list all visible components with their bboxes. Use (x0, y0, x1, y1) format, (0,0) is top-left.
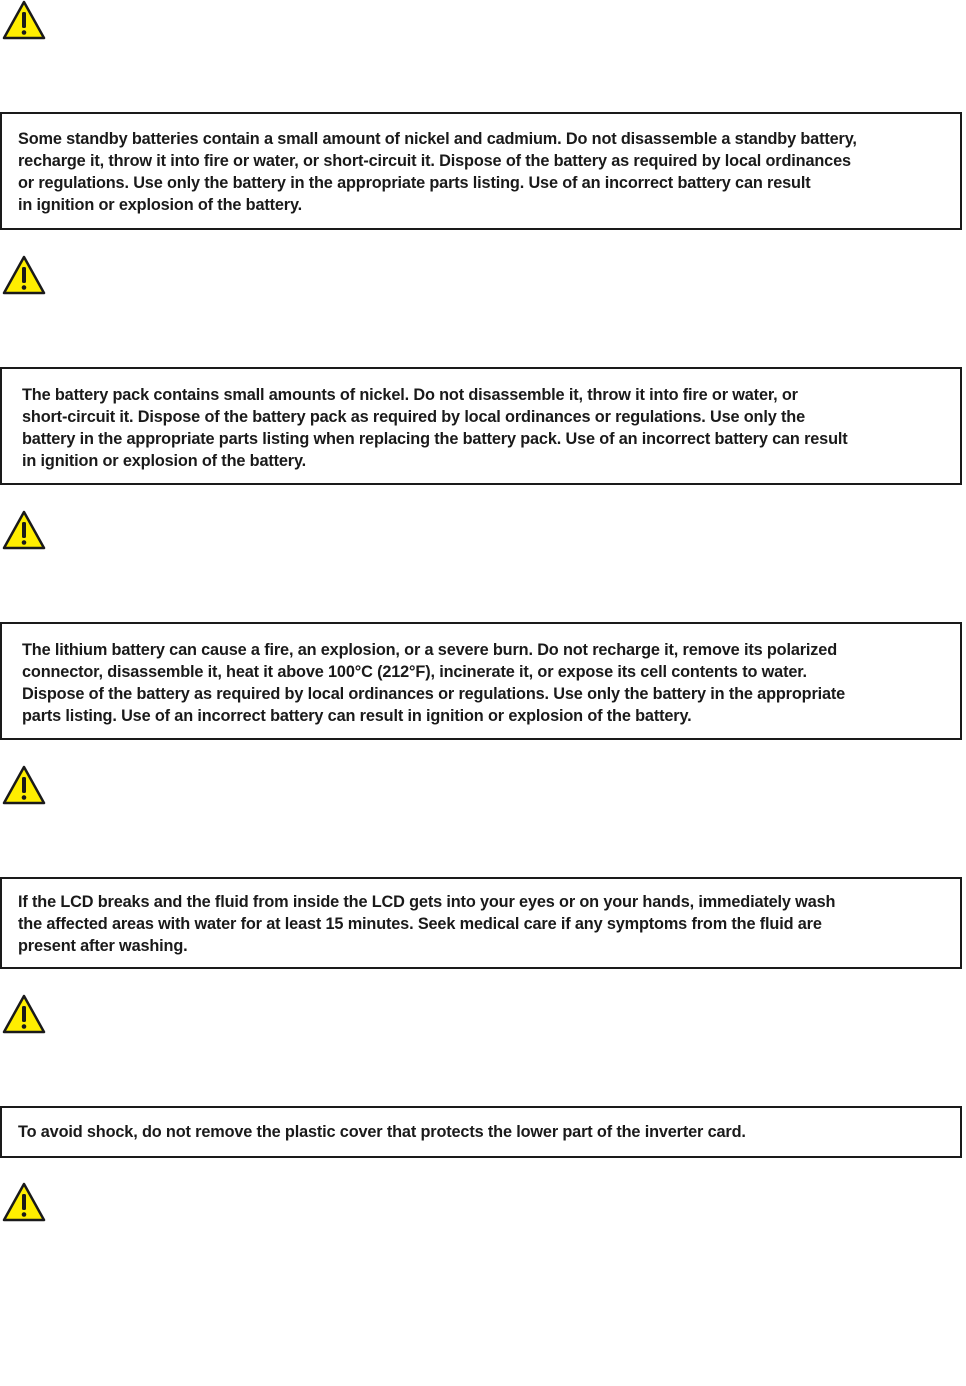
warning-triangle-icon (2, 994, 46, 1034)
notice-line: the affected areas with water for at least 15 minutes. Seek medical care if any symptoms from the fluid are (18, 915, 822, 933)
notice-line: parts listing. Use of an incorrect battery can result in ignition or explosion of the battery. (22, 707, 692, 725)
notice-line: connector, disassemble it, heat it above 100°C (212°F), incinerate it, or expose its cell contents to water. (22, 663, 807, 681)
caution-notice-lithium-battery (0, 622, 962, 740)
caution-notice-standby-battery (0, 112, 962, 230)
notice-line: The lithium battery can cause a fire, an explosion, or a severe burn. Do not recharge it, remove its polarized (22, 641, 837, 659)
warning-triangle-icon (2, 0, 46, 40)
notice-line: in ignition or explosion of the battery. (22, 452, 307, 470)
warning-triangle-icon (2, 255, 46, 295)
notice-line: The battery pack contains small amounts of nickel. Do not disassemble it, throw it into fire or water, or (22, 386, 798, 404)
notice-line: If the LCD breaks and the fluid from inside the LCD gets into your eyes or on your hands, immediately wash (18, 893, 836, 911)
notice-line: Some standby batteries contain a small amount of nickel and cadmium. Do not disassemble a standby battery, (18, 130, 857, 148)
notice-line: in ignition or explosion of the battery. (18, 196, 303, 214)
notice-line: or regulations. Use only the battery in the appropriate parts listing. Use of an incorrect battery can result (18, 174, 811, 192)
caution-notice-battery-pack (0, 367, 962, 485)
warning-triangle-icon (2, 510, 46, 550)
notice-line: recharge it, throw it into fire or water, or short-circuit it. Dispose of the battery as required by local ordinances (18, 152, 851, 170)
notice-line: To avoid shock, do not remove the plastic cover that protects the lower part of the inverter card. (18, 1123, 746, 1141)
notice-line: present after washing. (18, 937, 188, 955)
notice-line: Dispose of the battery as required by local ordinances or regulations. Use only the battery in the appropriate (22, 685, 846, 703)
notice-line: short-circuit it. Dispose of the battery pack as required by local ordinances or regulations. Use only the (22, 408, 805, 426)
warning-triangle-icon (2, 765, 46, 805)
caution-notice-lcd-fluid (0, 877, 962, 969)
warning-triangle-icon (2, 1182, 46, 1222)
notice-line: battery in the appropriate parts listing when replacing the battery pack. Use of an incorrect battery can result (22, 430, 848, 448)
danger-notice-inverter-card (0, 1106, 962, 1158)
